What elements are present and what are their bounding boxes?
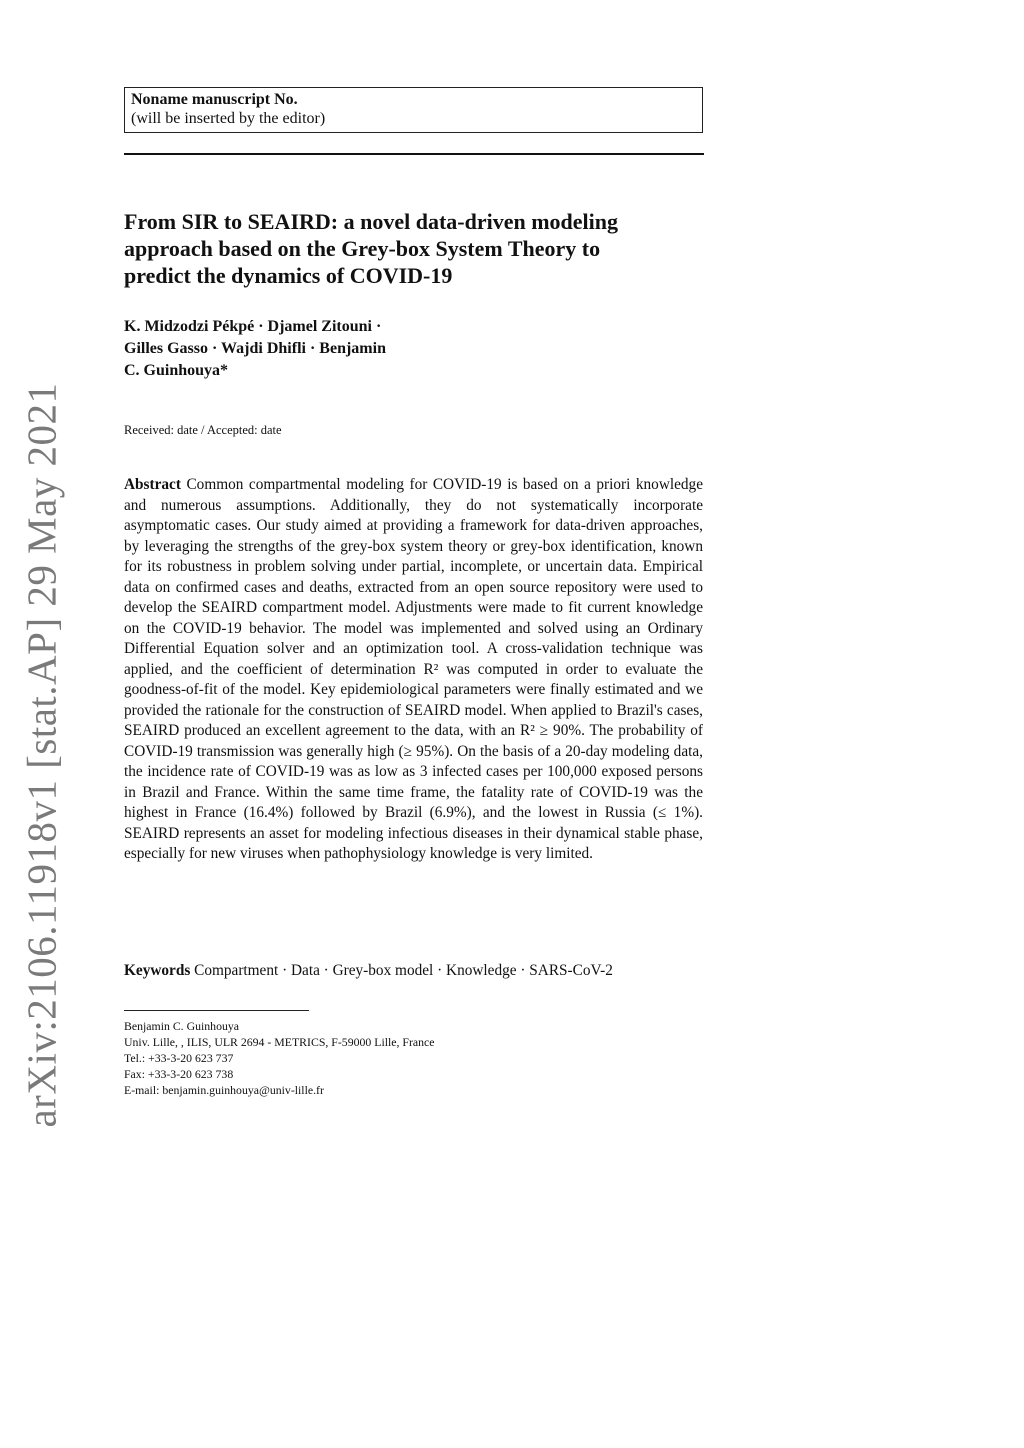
author-list xyxy=(124,316,524,382)
author-line: K. Midzodzi Pékpé · Djamel Zitouni · xyxy=(124,318,382,335)
author-line: Gilles Gasso · Wajdi Dhifli · Benjamin xyxy=(124,340,386,357)
footnote-name: Benjamin C. Guinhouya xyxy=(124,1019,240,1033)
manuscript-number-box xyxy=(124,87,703,133)
arxiv-identifier: arXiv:2106.11918v1 [stat.AP] 29 May 2021 xyxy=(19,382,65,1128)
keywords-text: Compartment · Data · Grey-box model · Knowledge · SARS-CoV-2 xyxy=(194,962,613,979)
abstract xyxy=(124,475,703,865)
corresponding-author-footnote xyxy=(124,1018,684,1098)
received-accepted-dates: Received: date / Accepted: date xyxy=(124,423,282,437)
title-line: approach based on the Grey-box System Theory to xyxy=(124,236,601,261)
paper-title xyxy=(124,208,714,289)
footnote-affiliation: Univ. Lille, , ILIS, ULR 2694 - METRICS, F-59000 Lille, France xyxy=(124,1035,435,1049)
author-line: C. Guinhouya* xyxy=(124,362,229,379)
abstract-label: Abstract xyxy=(124,476,181,493)
header-rule xyxy=(124,153,704,155)
keywords-label: Keywords xyxy=(124,962,191,979)
footnote-rule xyxy=(124,1010,309,1011)
manuscript-box-subtitle: (will be inserted by the editor) xyxy=(131,110,326,127)
arxiv-side-stamp xyxy=(14,382,70,1128)
title-line: From SIR to SEAIRD: a novel data-driven modeling xyxy=(124,209,619,234)
keywords xyxy=(124,961,703,982)
footnote-fax: Fax: +33-3-20 623 738 xyxy=(124,1067,234,1081)
manuscript-box-title: Noname manuscript No. xyxy=(131,91,298,108)
abstract-text: Common compartmental modeling for COVID-19 is based on a priori knowledge and numerous assumptions. Additionally, they do not systematically incorporate asymptomatic cases. Our study aimed at providing a framework for data-driven approaches, by leveraging the strengths of the grey-box system theory or grey-box identification, known for its robustness in problem solving under partial, incomplete, or uncertain data. Empirical data on confirmed cases and deaths, extracted from an open source repository were used to develop the SEAIRD compartment model. Adjustments were made to fit current knowledge on the COVID-19 behavior. The model was implemented and solved using an Ordinary Differential Equation solver and an optimization tool. A cross-validation technique was applied, and the coefficient of determination R² was computed in order to evaluate the goodness-of-fit of the model. Key epidemiological parameters were finally estimated and we provided the rationale for the construction of SEAIRD model. When applied to Brazil's cases, SEAIRD produced an excellent agreement to the data, with an R² ≥ 90%. The probability of COVID-19 transmission was generally high (≥ 95%). On the basis of a 20-day modeling data, the incidence rate of COVID-19 was as low as 3 infected cases per 100,000 exposed persons in Brazil and France. Within the same time frame, the fatality rate of COVID-19 was the highest in France (16.4%) followed by Brazil (6.9%), and the lowest in Russia (≤ 1%). SEAIRD represents an asset for modeling infectious diseases in their dynamical stable phase, especially for new viruses when pathophysiology knowledge is very limited. xyxy=(124,476,703,862)
title-line: predict the dynamics of COVID-19 xyxy=(124,263,453,288)
footnote-tel: Tel.: +33-3-20 623 737 xyxy=(124,1051,234,1065)
footnote-email: E-mail: benjamin.guinhouya@univ-lille.fr xyxy=(124,1083,324,1097)
